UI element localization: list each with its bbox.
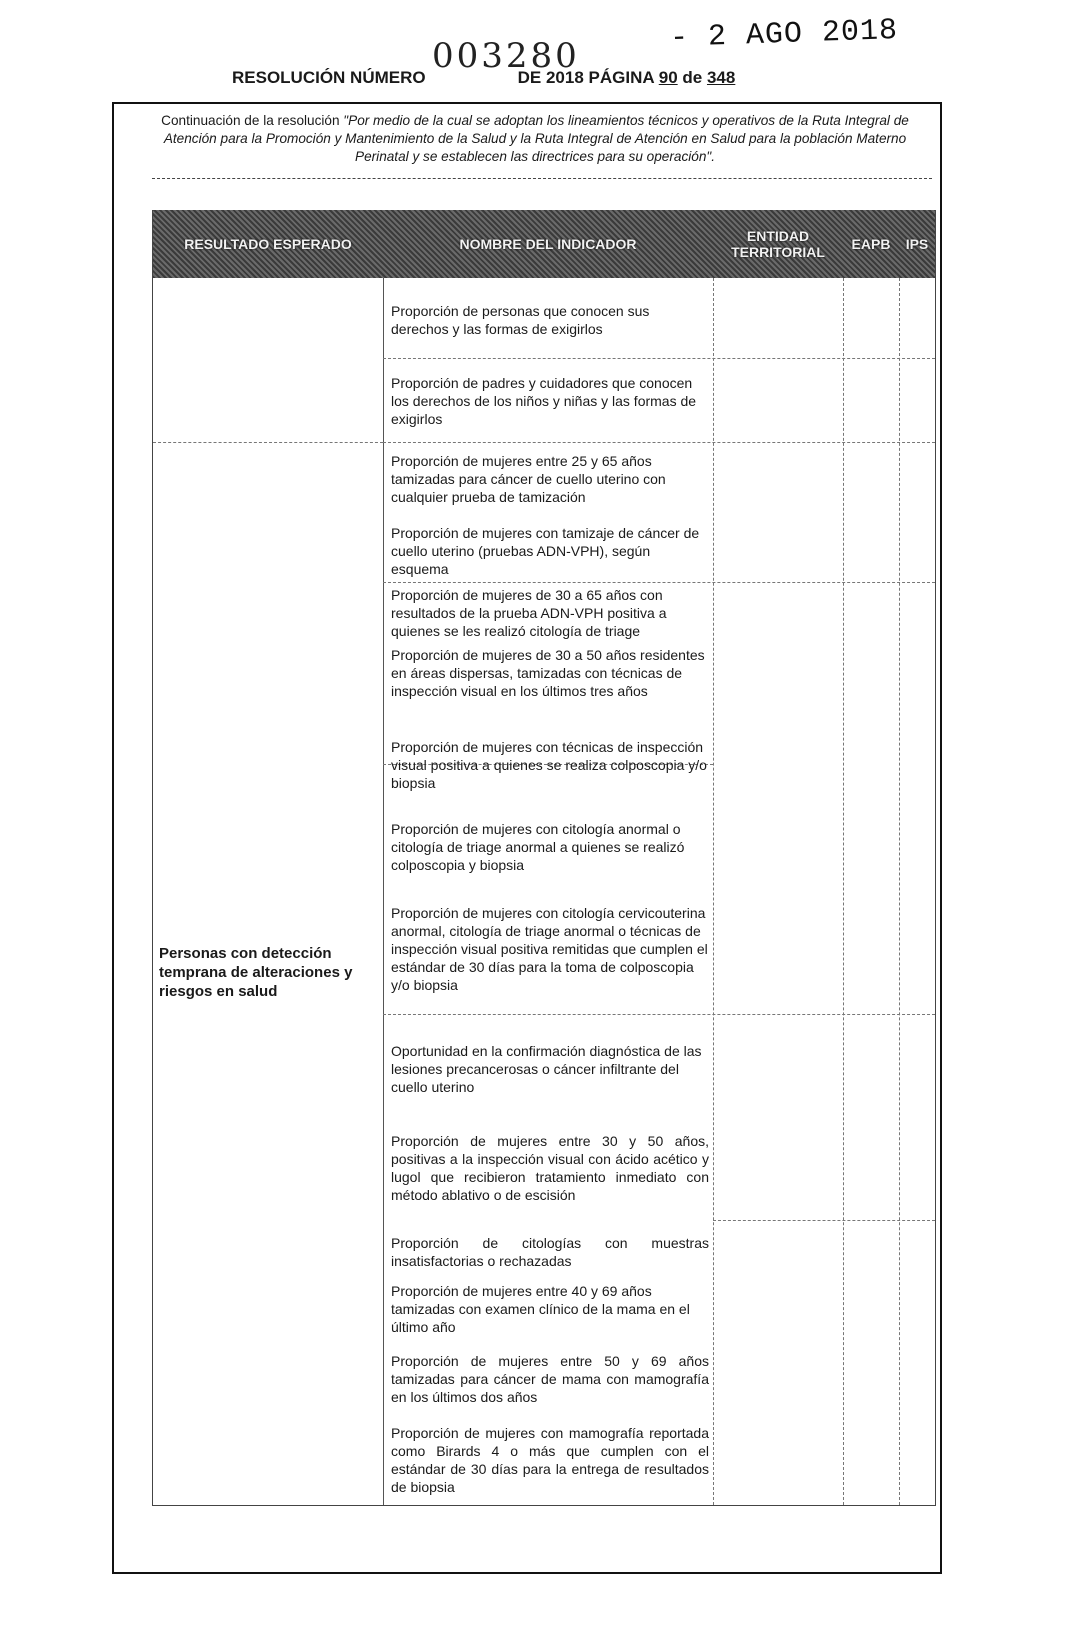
dashed-separator [152,178,932,179]
column-divider [843,278,844,1505]
indicator-row: Proporción de mujeres con técnicas de inspección visual positiva a quienes se realiza colposcopia y/o biopsia [391,739,707,791]
row-separator [153,442,383,443]
row-separator [383,1014,935,1015]
page-current: 90 [658,68,678,87]
row-separator [713,1220,935,1221]
indicator-row: Proporción de mujeres entre 50 y 69 años tamizadas para cáncer de mama con mamografía en los últimos dos años [391,1353,709,1405]
header-entidad-territorial: ENTIDAD TERRITORIAL [731,228,825,260]
resultado-esperado: Personas con detección temprana de alteraciones y riesgos en salud [159,945,353,1000]
indicator-row: Proporción de mujeres con mamografía reportada como Birards 4 o más que cumplen con el estándar de 30 días para la entrega de resultados de biopsia [391,1425,709,1495]
indicator-row: Proporción de personas que conocen sus derechos y las formas de exigirlos [391,303,650,337]
header-eapb: EAPB [851,236,891,252]
indicator-row: Proporción de mujeres con citología cervicouterina anormal, citología de triage anormal o técnicas de inspección visual positiva remitidas que cumplen el estándar de 30 días para la toma de colposcopia y/o biopsia [391,905,708,993]
row-separator [383,442,935,443]
column-divider [899,278,900,1505]
indicator-row: Proporción de mujeres entre 30 y 50 años, positivas a la inspección visual con ácido acético y lugol que recibieron tratamiento inmediato con método ablativo o de escisión [391,1133,709,1203]
indicator-row: Proporción de citologías con muestras insatisfactorias o rechazadas [391,1235,709,1269]
indicators-table [152,210,936,1506]
indicator-row: Proporción de mujeres entre 40 y 69 años tamizadas con examen clínico de la mama en el último año [391,1283,690,1335]
header-resultado-esperado: RESULTADO ESPERADO [184,236,352,252]
table-header [153,210,935,278]
continuation-prefix: Continuación de la resolución [161,113,344,128]
page-of: de [682,68,703,87]
indicator-row: Proporción de mujeres de 30 a 50 años residentes en áreas dispersas, tamizadas con técnicas de inspección visual en los últimos tres años [391,647,705,699]
indicator-row: Proporción de mujeres con tamizaje de cáncer de cuello uterino (pruebas ADN-VPH), según esquema [391,525,700,577]
continuation-text [140,112,930,166]
year-page-label: DE 2018 PÁGINA [517,68,654,87]
page-total: 348 [706,68,736,87]
indicator-row: Proporción de mujeres entre 25 y 65 años tamizadas para cáncer de cuello uterino con cualquier prueba de tamización [391,453,666,505]
indicator-row: Proporción de mujeres con citología anormal o citología de triage anormal a quienes se realizó colposcopia y biopsia [391,821,685,873]
resolution-header [232,68,735,88]
header-nombre-indicador: NOMBRE DEL INDICADOR [459,236,637,252]
row-separator [383,582,935,583]
column-divider [713,278,714,1505]
resolution-label: RESOLUCIÓN NÚMERO [232,68,426,87]
row-separator [383,358,935,359]
date-stamp: - 2 AGO 2018 [669,14,899,56]
column-divider [383,278,384,1505]
handwritten-resolution-number: 003280 [432,36,580,76]
indicator-row: Proporción de mujeres de 30 a 65 años con resultados de la prueba ADN-VPH positiva a quienes se les realizó citología de triage [391,587,667,639]
header-ips: IPS [905,236,929,252]
indicator-row: Oportunidad en la confirmación diagnóstica de las lesiones precancerosas o cáncer infiltrante del cuello uterino [391,1043,702,1095]
indicator-row: Proporción de padres y cuidadores que conocen los derechos de los niños y niñas y las formas de exigirlos [391,375,697,427]
continuation-title: "Por medio de la cual se adoptan los lineamientos técnicos y operativos de la Ruta Integral de Atención para la Promoción y Mantenimiento de la Salud y la Ruta Integral de Atención en Salud para la población Materno Perinatal y se establecen las directrices para su operación". [163,113,909,164]
